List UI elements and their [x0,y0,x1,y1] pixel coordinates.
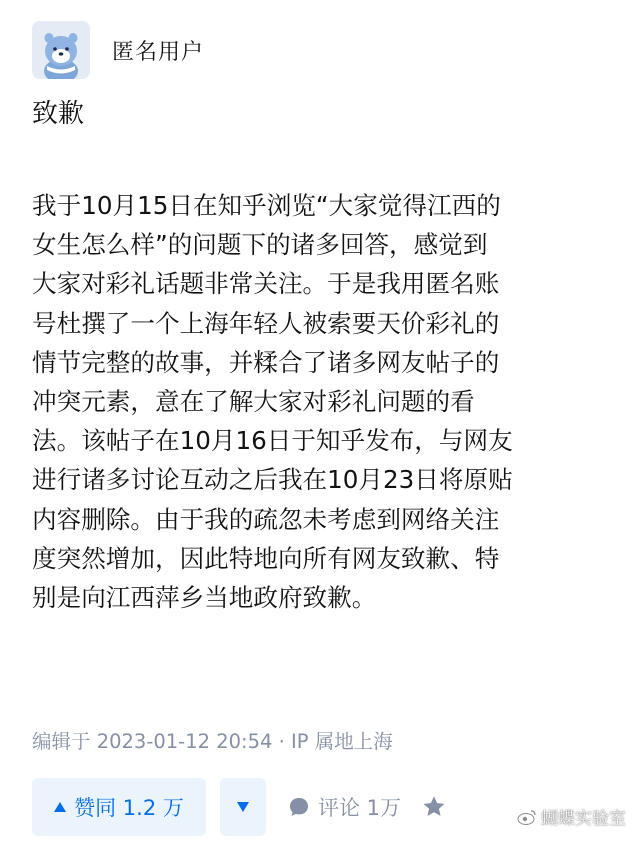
answer-line: 号杜撰了一个上海年轻人被索要天价彩礼的 [32,308,500,338]
downvote-button[interactable] [220,778,266,836]
action-bar [32,778,447,836]
answer-title: 致歉 [32,99,85,129]
upvote-button[interactable] [32,778,206,836]
answer-line: 进行诸多讨论互动之后我在10月23日将原贴 [32,465,513,495]
answer-line: 度突然增加，因此特地向所有网友致歉、特 [32,543,500,573]
answer-line: 冲突元素，意在了解大家对彩礼问题的看 [32,387,475,417]
author-name[interactable]: 匿名用户 [112,39,205,65]
edit-meta[interactable]: 编辑于 2023-01-12 20:54 · IP 属地上海 [32,730,393,753]
anonymous-bear-avatar-icon [32,21,90,79]
weibo-logo-icon [517,809,537,825]
watermark-text: 蝴蝶实验室 [541,809,626,829]
downvote-triangle-icon [237,802,249,812]
answer-line: 女生怎么样”的问题下的诸多回答，感觉到 [32,230,488,260]
comment-label: 评论 1万 [318,796,402,820]
author-header [32,20,204,80]
avatar[interactable] [32,21,90,79]
answer-line: 内容删除。由于我的疏忽未考虑到网络关注 [32,504,500,534]
watermark [517,804,626,829]
answer-body [32,186,602,617]
upvote-label: 赞同 1.2 万 [74,796,184,820]
answer-line: 法。该帖子在10月16日于知乎发布，与网友 [32,426,513,456]
upvote-triangle-icon [54,802,66,812]
favorite-star-icon[interactable] [421,794,447,820]
answer-line: 大家对彩礼话题非常关注。于是我用匿名账 [32,269,500,299]
answer-line: 情节完整的故事，并糅合了诸多网友帖子的 [32,347,500,377]
comment-bubble-icon [288,796,310,818]
comment-button[interactable] [288,792,401,822]
answer-line: 别是向江西萍乡当地政府致歉。 [32,583,377,613]
answer-line: 我于10月15日在知乎浏览“大家觉得江西的 [32,191,501,220]
